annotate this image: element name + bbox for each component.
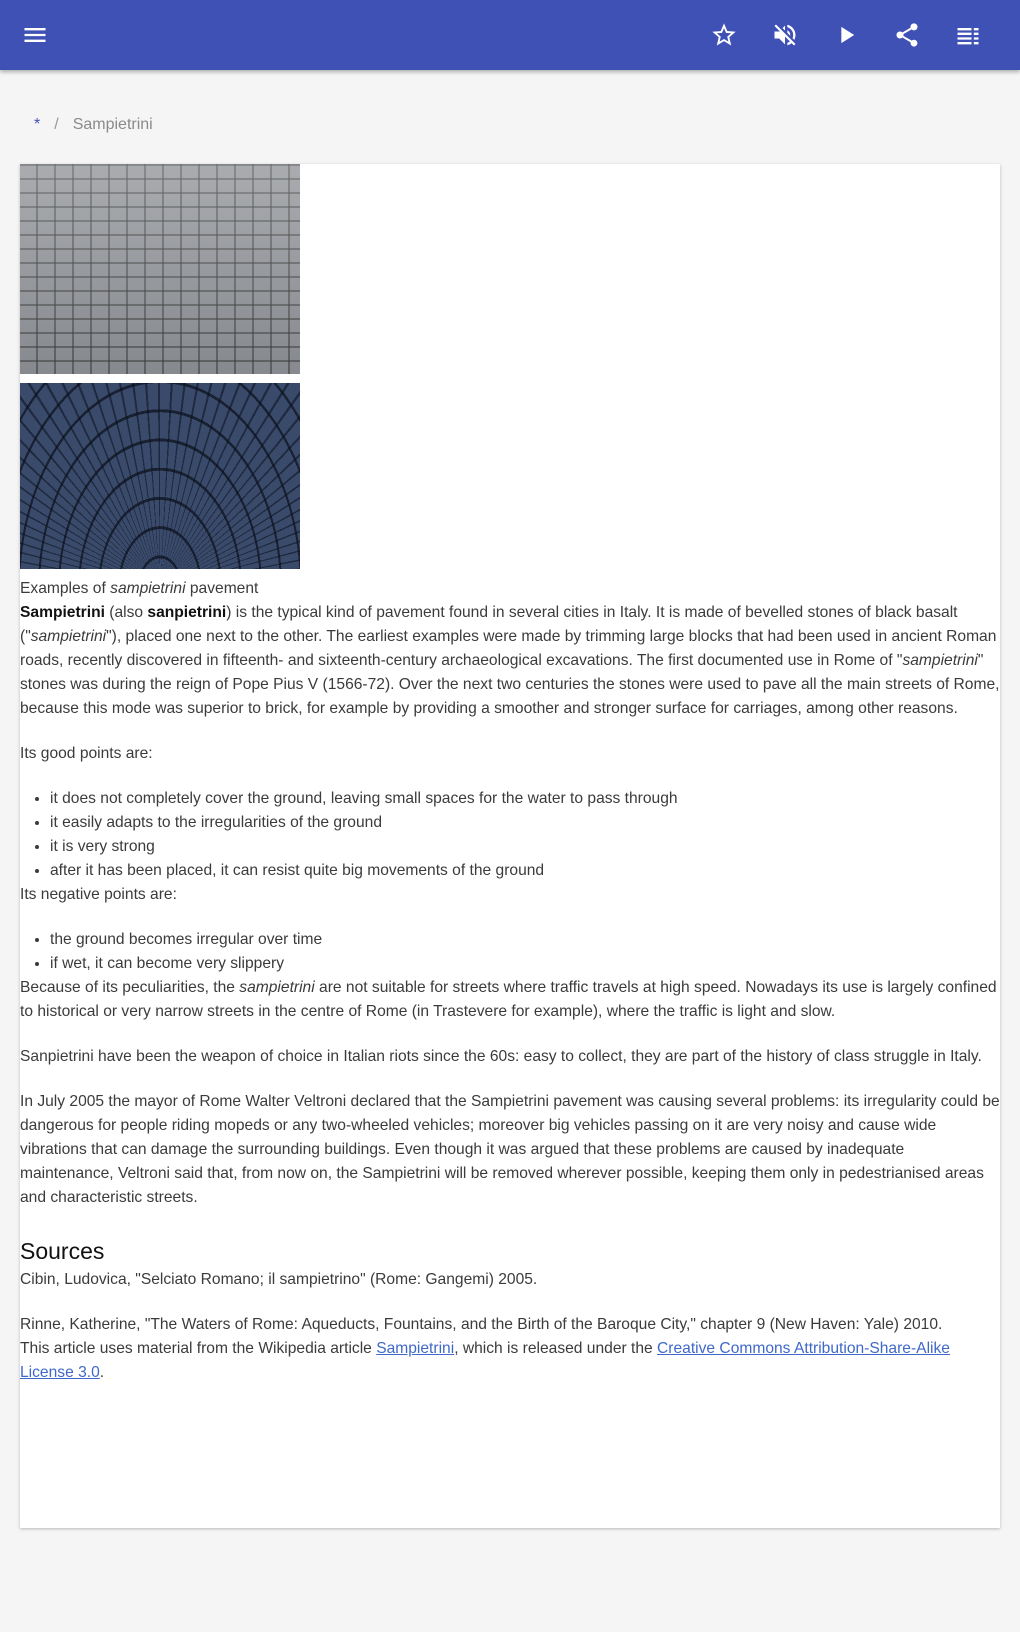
bad-points-list (20, 928, 1000, 976)
wikipedia-article-link[interactable]: Sampietrini (376, 1340, 455, 1357)
license-link[interactable]: Creative Commons Attribution-Share-Alike License 3.0 (20, 1340, 950, 1381)
list-item: • it easily adapts to the irregularities of the ground (50, 811, 1000, 835)
list-item: • after it has been placed, it can resist quite big movements of the ground (50, 859, 1000, 883)
share-icon[interactable] (883, 11, 931, 59)
good-points-intro: Its good points are: (20, 745, 153, 762)
article-card (20, 164, 1000, 1528)
list-item: • if wet, it can become very slippery (50, 952, 1000, 976)
breadcrumb-separator: / (54, 116, 59, 133)
cobblestone-photo-arc (20, 383, 300, 569)
breadcrumb (34, 116, 153, 134)
bad-points-intro: Its negative points are: (20, 886, 177, 903)
paragraph-veltroni: In July 2005 the mayor of Rome Walter Veltroni declared that the Sampietrini pavement was causing several problems: its irregularity could be dangerous for people riding mopeds or any two-wheeled vehicles; moreover big vehicles passing on it are very noisy and cause wide vibrations that can damage the surrounding buildings. Even though it was argued that these problems are caused by inadequate maintenance, Veltroni said that, from now on, the Sampietrini will be removed wherever possible, keeping them only in pedestrianised areas and characteristic streets. (20, 1093, 1000, 1206)
source-item: Rinne, Katherine, "The Waters of Rome: Aqueducts, Fountains, and the Birth of the Baroque City," chapter 9 (New Haven: Yale) 2010. (20, 1316, 943, 1333)
breadcrumb-home[interactable]: * (34, 116, 41, 133)
hamburger-menu-icon[interactable] (11, 11, 59, 59)
breadcrumb-current: Sampietrini (72, 116, 153, 133)
paragraph-riots: Sanpietrini have been the weapon of choice in Italian riots since the 60s: easy to collect, they are part of the history of class struggle in Italy. (20, 1048, 982, 1065)
list-item: • it is very strong (50, 835, 1000, 859)
paragraph-intro: Sampietrini (also sanpietrini) is the typical kind of pavement found in several cities in Italy. It is made of bevelled stones of black basalt ("sampietrini"), placed one next to the other. The earliest examples were made by trimming large blocks that had been used in ancient Roman roads, recently discovered in fifteenth- and sixteenth-century archaeological excavations. The first documented use in Rome of "sampietrini" stones was during the reign of Pope Pius V (1566-72). Over the next two centuries the stones were used to pave all the main streets of Rome, because this mode was superior to brick, for example by providing a smoother and stronger surface for carriages, among other reasons. (20, 604, 1000, 717)
license-footer: This article uses material from the Wikipedia article Sampietrini, which is released under the Creative Commons Attribution-Share-Alike License 3.0. (20, 1340, 950, 1381)
star-outline-icon[interactable] (700, 11, 748, 59)
list-item: • it does not completely cover the ground, leaving small spaces for the water to pass through (50, 787, 1000, 811)
good-points-list (20, 787, 1000, 883)
list-item: • the ground becomes irregular over time (50, 928, 1000, 952)
image-caption: Examples of sampietrini pavement (20, 580, 259, 597)
cobblestone-photo-gray (20, 164, 300, 374)
paragraph-usage: Because of its peculiarities, the sampietrini are not suitable for streets where traffic travels at high speed. Nowadays its use is largely confined to historical or very narrow streets in the centre of Rome (in Trastevere for example), where the traffic is light and slow. (20, 979, 997, 1020)
play-icon[interactable] (822, 11, 870, 59)
playlist-icon[interactable] (944, 11, 992, 59)
sources-heading: Sources (20, 1238, 105, 1264)
article-body (20, 577, 1000, 1385)
app-bar (0, 0, 1020, 70)
volume-off-icon[interactable] (761, 11, 809, 59)
source-item: Cibin, Ludovica, "Selciato Romano; il sampietrino" (Rome: Gangemi) 2005. (20, 1271, 538, 1288)
